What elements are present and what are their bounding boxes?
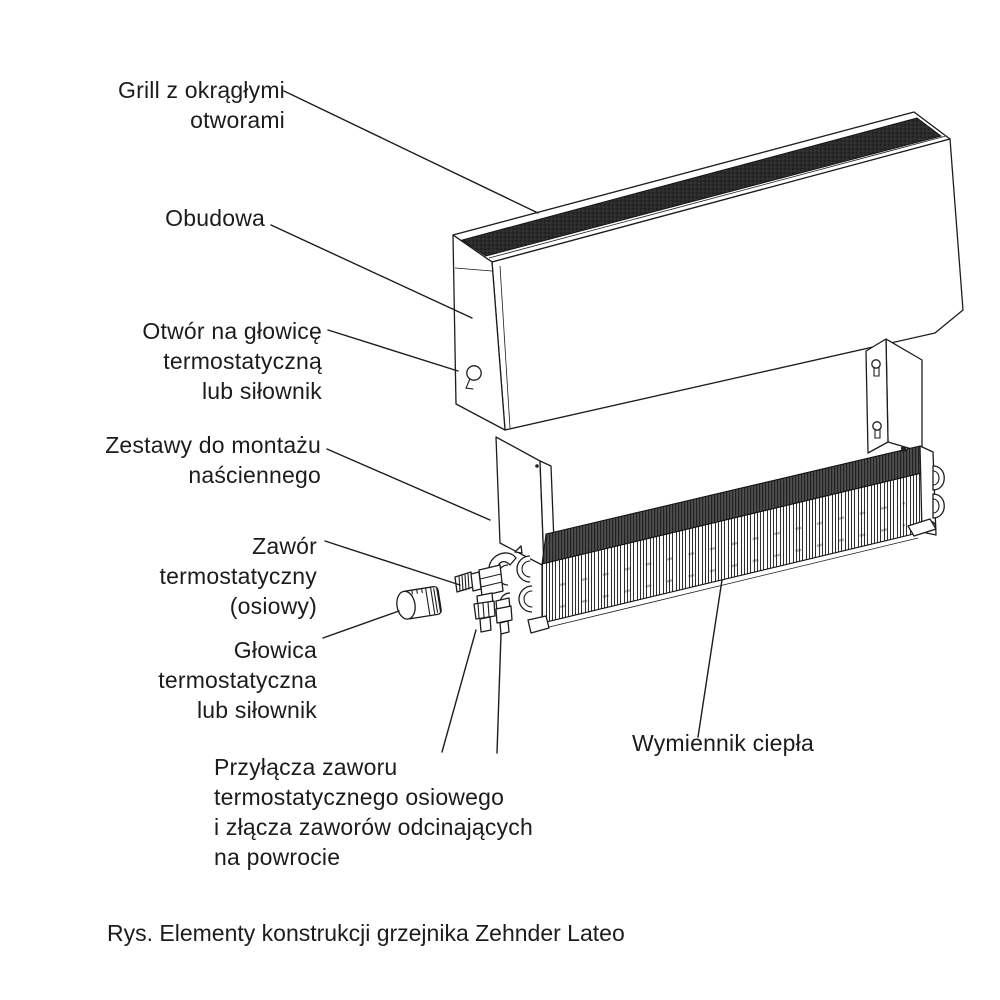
label-obudowa	[165, 203, 265, 233]
label-zawor-line: (osiowy)	[229, 593, 317, 619]
label-przylacza-line: na powrocie	[214, 844, 341, 870]
leader-przylacza-1	[442, 630, 476, 752]
label-zawor	[160, 531, 317, 621]
label-obudowa-line: Obudowa	[165, 205, 265, 231]
leader-obudowa	[271, 225, 472, 318]
thermostatic-valve-assembly	[455, 546, 532, 634]
label-przylacza	[214, 752, 533, 872]
pipe-bend	[519, 586, 532, 612]
heat-exchanger	[528, 446, 944, 633]
label-grill-line: otworami	[190, 107, 285, 133]
leader-glowica	[323, 611, 399, 638]
label-przylacza-line: termostatycznego osiowego	[214, 784, 505, 810]
label-otwor-line: Otwór na głowicę	[142, 318, 322, 344]
label-glowica-line: lub siłownik	[196, 697, 317, 723]
label-zestawy	[105, 430, 321, 490]
exchanger-foot-left	[528, 616, 549, 633]
fixing-clip	[901, 447, 906, 452]
label-otwor	[142, 316, 322, 406]
valve-connection-front	[474, 593, 495, 632]
label-zawor-line: termostatyczny	[159, 563, 317, 589]
leader-grill	[284, 91, 538, 213]
label-przylacza-line: Przyłącza zaworu	[214, 754, 398, 780]
label-wymiennik	[632, 728, 814, 758]
leader-wymiennik	[698, 580, 722, 737]
label-zestawy-line: Zestawy do montażu	[105, 432, 321, 458]
bracket-right-front-flange	[866, 339, 888, 453]
label-glowica-line: termostatyczna	[158, 667, 317, 693]
leader-zestawy	[327, 449, 490, 520]
label-zawor-line: Zawór	[252, 533, 317, 559]
label-glowica	[158, 635, 317, 725]
label-wymiennik-line: Wymiennik ciepła	[632, 730, 814, 756]
bracket-clip	[535, 464, 539, 468]
thermostatic-valve	[455, 565, 503, 596]
label-otwor-line: termostatyczną	[163, 348, 322, 374]
bracket-right-side-panel	[886, 339, 922, 452]
label-otwor-line: lub siłownik	[201, 378, 322, 404]
label-przylacza-line: i złącza zaworów odcinających	[214, 814, 533, 840]
valve-connection-return	[496, 598, 512, 634]
leader-zawor	[325, 541, 460, 585]
label-grill-line: Grill z okrągłymi	[118, 77, 285, 103]
label-glowica-line: Głowica	[233, 637, 317, 663]
pipe-bend	[517, 556, 530, 582]
leader-przylacza-2	[497, 634, 501, 753]
leader-otwor	[328, 330, 458, 371]
figure-caption: Rys. Elementy konstrukcji grzejnika Zehnder Lateo	[107, 920, 625, 946]
thermostatic-head	[395, 586, 442, 620]
label-grill	[118, 75, 285, 135]
label-zestawy-line: naściennego	[188, 462, 321, 488]
wall-bracket-right	[866, 339, 922, 453]
